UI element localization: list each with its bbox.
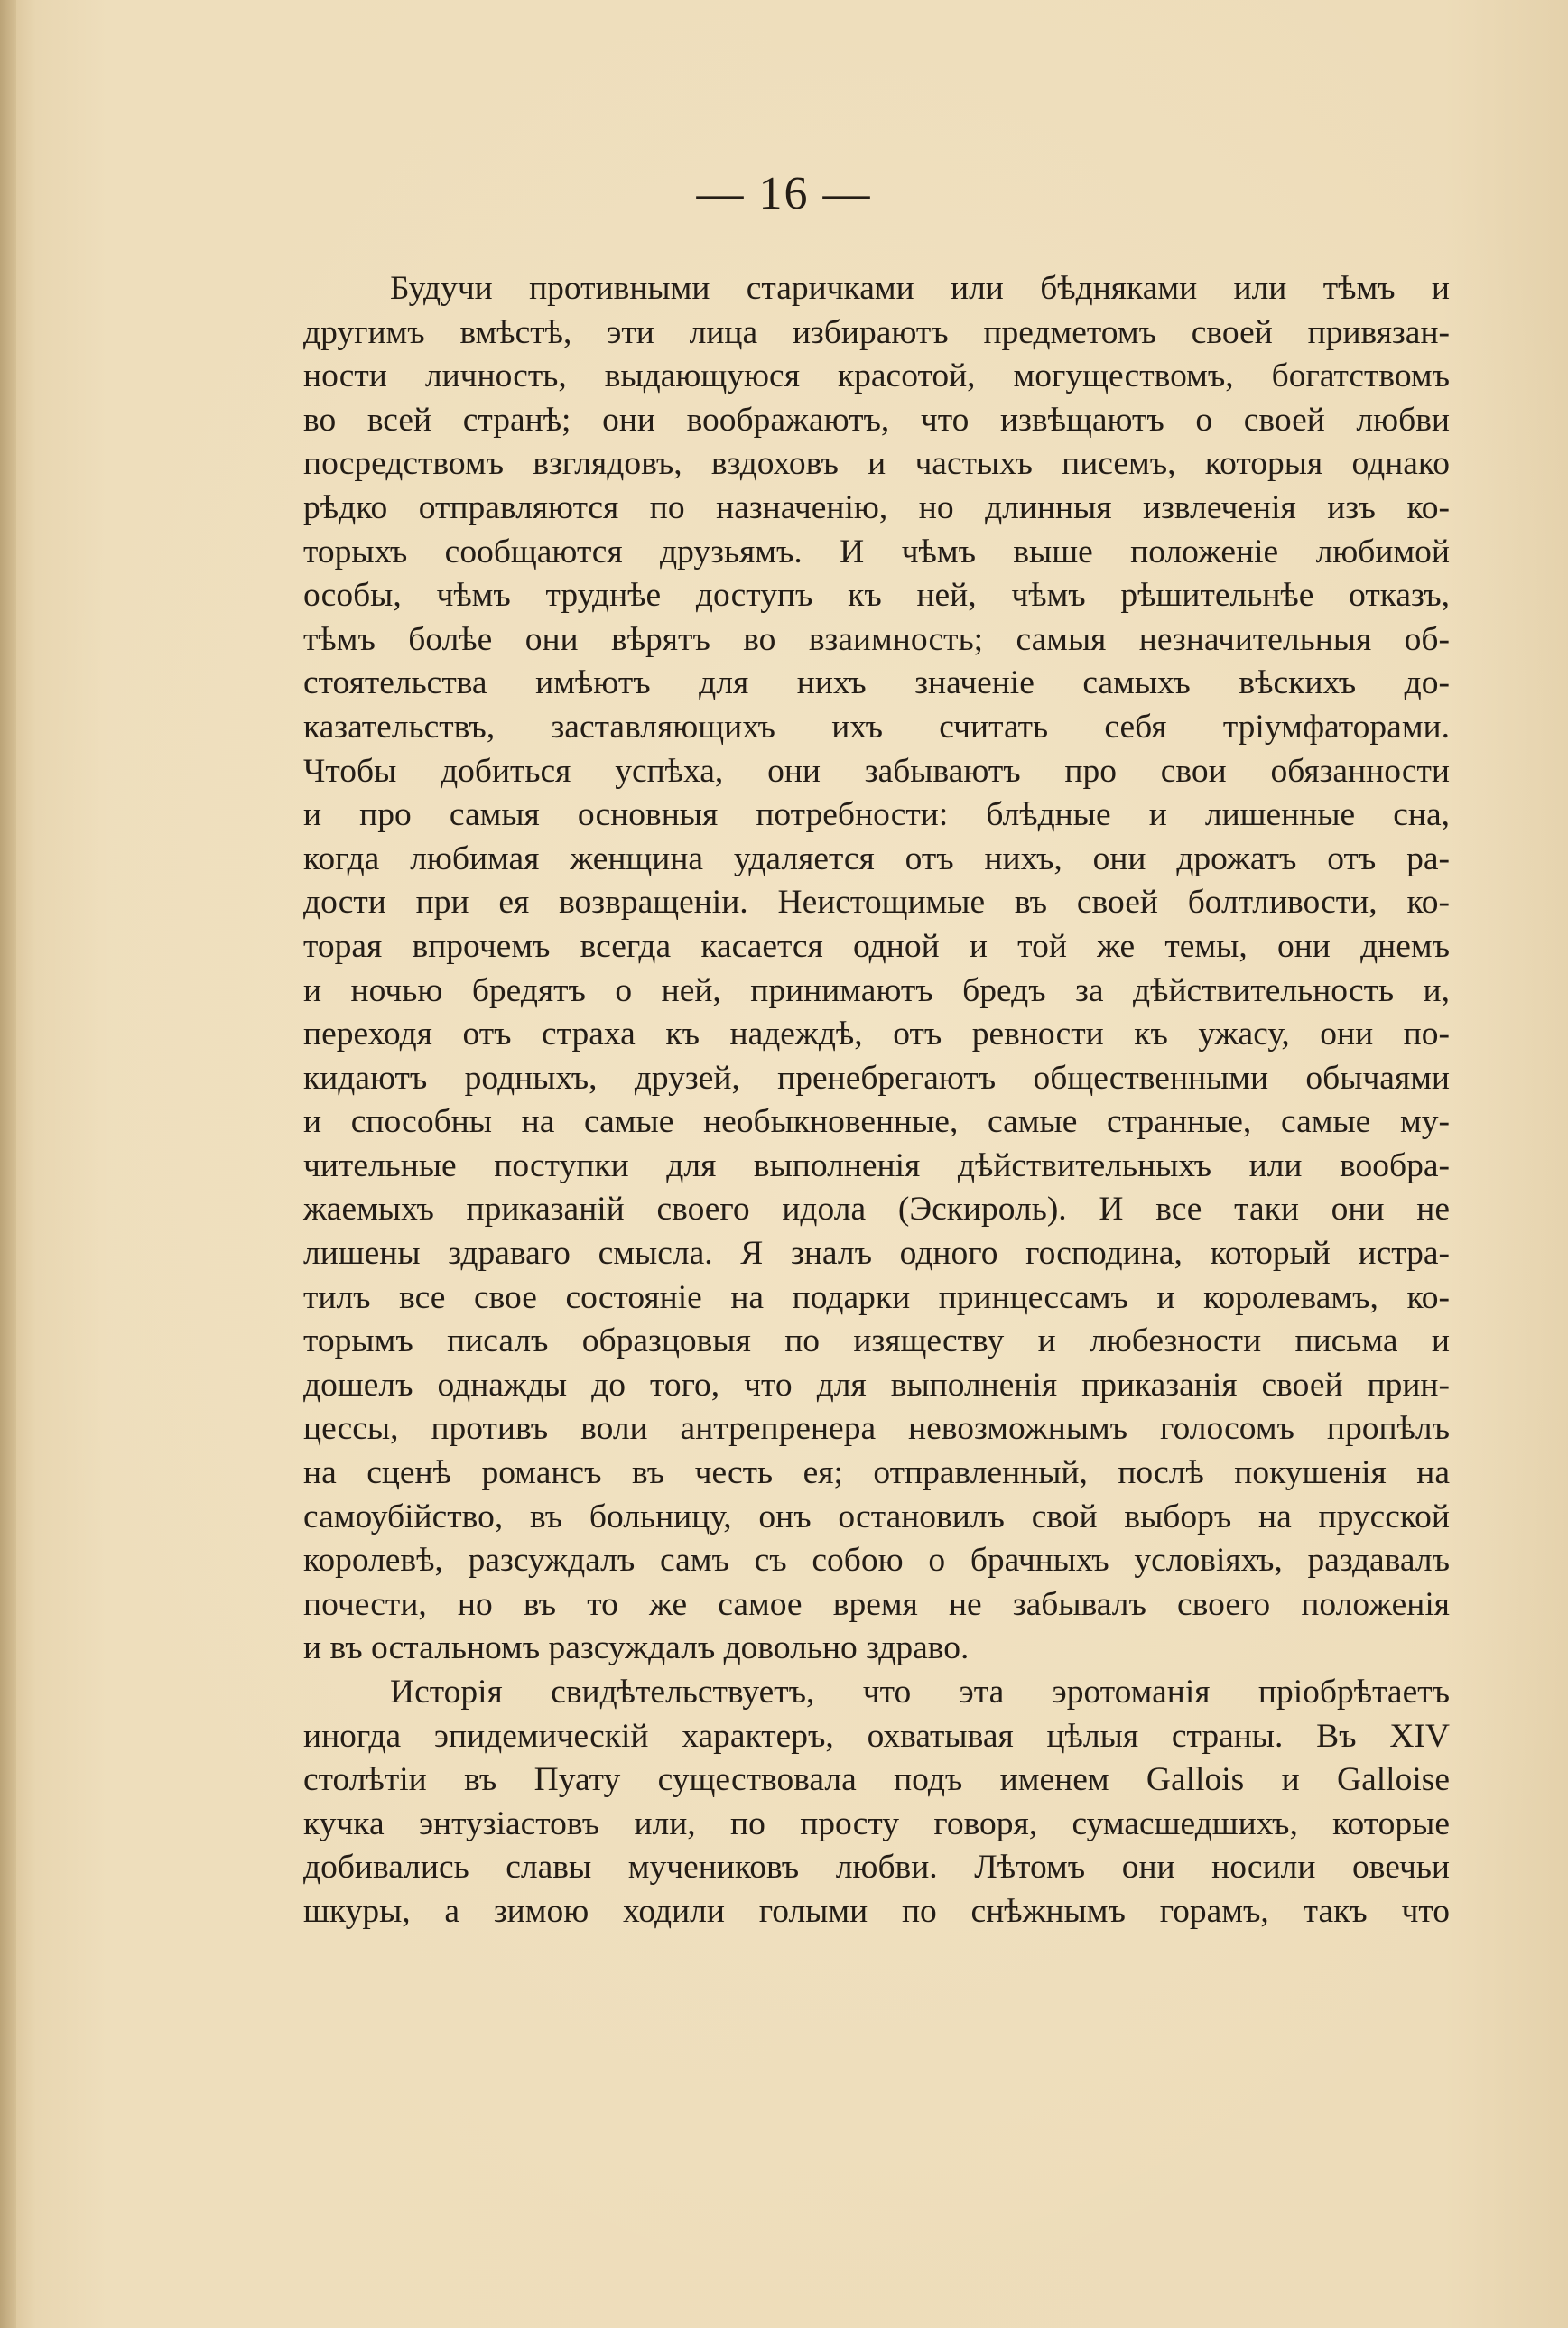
text-line: столѣтіи въ Пуату существовала подъ именем Gallois и Galloise xyxy=(303,1761,1450,1799)
page-left-edge xyxy=(0,0,16,2328)
body-text xyxy=(303,267,1450,1934)
text-line: переходя отъ страха къ надеждѣ, отъ ревности къ ужасу, они по- xyxy=(303,1016,1450,1053)
text-line: стоятельства имѣютъ для нихъ значеніе самыхъ вѣскихъ до- xyxy=(303,664,1450,702)
text-line: торыхъ сообщаются друзьямъ. И чѣмъ выше положеніе любимой xyxy=(303,533,1450,570)
page-number: — 16 — xyxy=(696,168,872,219)
text-line: лишены здраваго смысла. Я зналъ одного господина, который истра- xyxy=(303,1235,1450,1273)
text-line: дошелъ однажды до того, что для выполненія приказанія своей прин- xyxy=(303,1366,1450,1404)
text-line: и ночью бредятъ о ней, принимаютъ бредъ за дѣйствительность и, xyxy=(303,971,1450,1009)
text-line: казательствъ, заставляющихъ ихъ считать себя тріумфаторами. xyxy=(303,708,1450,746)
text-line: и способны на самые необыкновенные, самые странные, самые му- xyxy=(303,1103,1450,1141)
text-line: и про самыя основныя потребности: блѣдные и лишенные сна, xyxy=(303,796,1450,834)
text-line: торымъ писалъ образцовыя по изяществу и любезности письма и xyxy=(303,1322,1450,1360)
text-line: во всей странѣ; они воображаютъ, что извѣщаютъ о своей любви xyxy=(303,401,1450,439)
text-line: добивались славы мучениковъ любви. Лѣтомъ они носили овечьи xyxy=(303,1849,1450,1887)
text-line: тѣмъ болѣе они вѣрятъ во взаимность; самыя незначительныя об- xyxy=(303,620,1450,658)
text-line: кучка энтузіастовъ или, по просту говоря, сумасшедшихъ, которые xyxy=(303,1804,1450,1842)
text-line: посредствомъ взглядовъ, вздоховъ и частыхъ писемъ, которыя однако xyxy=(303,445,1450,483)
text-line: тилъ все свое состояніе на подарки принцессамъ и королевамъ, ко- xyxy=(303,1278,1450,1316)
text-line: рѣдко отправляются по назначенію, но длинныя извлеченія изъ ко- xyxy=(303,488,1450,526)
text-line: Чтобы добиться успѣха, они забываютъ про свои обязанности xyxy=(303,752,1450,790)
text-line: дости при ея возвращеніи. Неистощимые въ своей болтливости, ко- xyxy=(303,884,1450,922)
text-line: почести, но въ то же самое время не забывалъ своего положенія xyxy=(303,1585,1450,1623)
text-line: другимъ вмѣстѣ, эти лица избираютъ предметомъ своей привязан- xyxy=(303,313,1450,351)
text-line: шкуры, а зимою ходили голыми по снѣжнымъ горамъ, такъ что xyxy=(303,1892,1450,1930)
text-line: цессы, противъ воли антрепренера невозможнымъ голосомъ пропѣлъ xyxy=(303,1410,1450,1448)
text-line: самоубійство, въ больницу, онъ остановилъ свой выборъ на прусской xyxy=(303,1498,1450,1535)
text-line: королевѣ, разсуждалъ самъ съ собою о брачныхъ условіяхъ, раздавалъ xyxy=(303,1542,1450,1580)
text-line: и въ остальномъ разсуждалъ довольно здраво. xyxy=(303,1629,970,1667)
text-line: на сценѣ романсъ въ честь ея; отправленный, послѣ покушенія на xyxy=(303,1454,1450,1492)
text-line: Будучи противными старичками или бѣдняками или тѣмъ и xyxy=(390,270,1450,307)
text-line: чительные поступки для выполненія дѣйствительныхъ или вообра- xyxy=(303,1146,1450,1184)
text-line: ности личность, выдающуюся красотой, могуществомъ, богатствомъ xyxy=(303,357,1450,395)
text-line: Исторія свидѣтельствуетъ, что эта эротоманія пріобрѣтаетъ xyxy=(390,1674,1450,1711)
text-line: кидаютъ родныхъ, друзей, пренебрегаютъ общественными обычаями xyxy=(303,1059,1450,1097)
text-line: иногда эпидемическій характеръ, охватывая цѣлыя страны. Въ XIV xyxy=(303,1717,1450,1755)
text-line: торая впрочемъ всегда касается одной и той же темы, они днемъ xyxy=(303,927,1450,965)
text-line: особы, чѣмъ труднѣе доступъ къ ней, чѣмъ рѣшительнѣе отказъ, xyxy=(303,577,1450,615)
text-line: когда любимая женщина удаляется отъ нихъ, они дрожатъ отъ ра- xyxy=(303,839,1450,877)
text-line: жаемыхъ приказаній своего идола (Эскироль). И все таки они не xyxy=(303,1191,1450,1229)
